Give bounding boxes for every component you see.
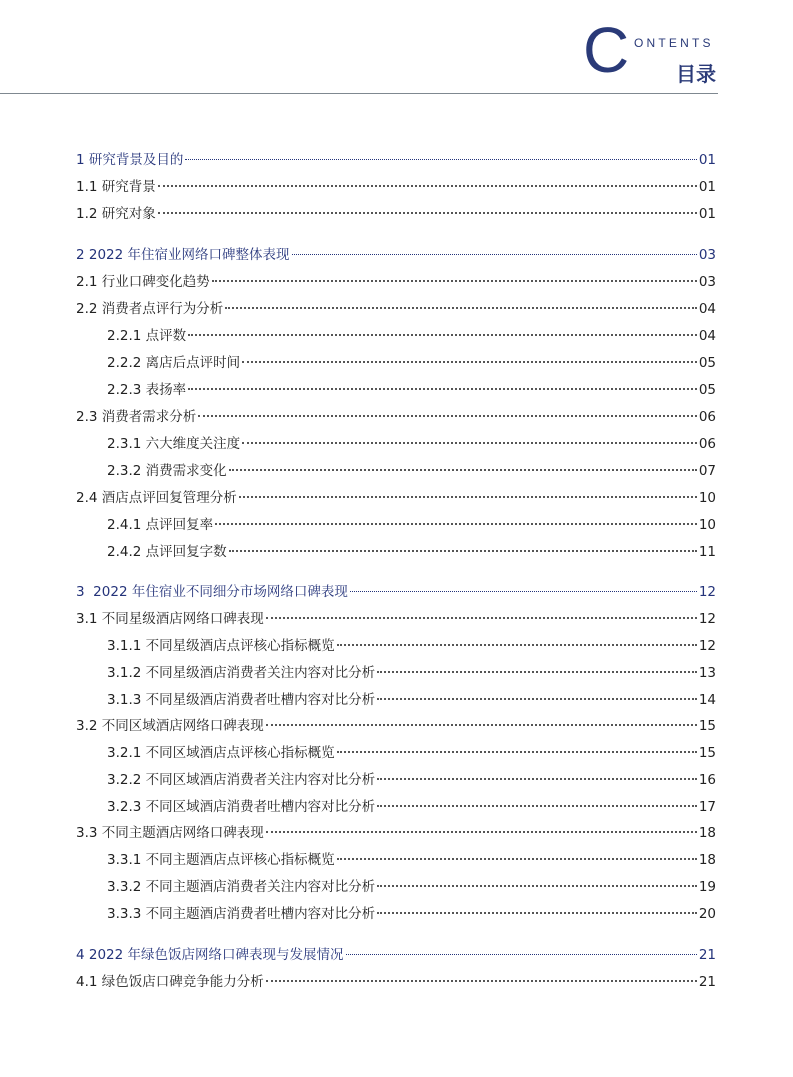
toc-entry-page-number: 03 <box>698 247 716 263</box>
toc-entry[interactable] <box>76 272 716 292</box>
toc-entry[interactable] <box>76 245 716 265</box>
toc-dot-leader <box>377 805 697 807</box>
toc-entry[interactable] <box>76 488 716 508</box>
contents-label: ONTENTS <box>634 36 714 50</box>
toc-entry-title: 2.3 消费者需求分析 <box>76 409 197 425</box>
toc-dot-leader <box>239 496 697 498</box>
toc-entry-page-number: 01 <box>698 152 716 168</box>
toc-entry[interactable] <box>107 690 716 710</box>
toc-entry[interactable] <box>76 204 716 224</box>
toc-entry-title: 1.2 研究对象 <box>76 206 156 222</box>
toc-entry[interactable] <box>76 609 716 629</box>
toc-dot-leader <box>346 954 697 955</box>
toc-entry[interactable] <box>76 177 716 197</box>
toc-dot-leader <box>158 185 697 187</box>
toc-dot-leader <box>188 334 697 336</box>
toc-entry-page-number: 10 <box>698 517 716 533</box>
toc-dot-leader <box>377 778 697 780</box>
toc-entry-title: 3.3 不同主题酒店网络口碑表现 <box>76 825 264 841</box>
toc-entry-title: 3.3.3 不同主题酒店消费者吐槽内容对比分析 <box>107 906 376 922</box>
toc-entry-page-number: 21 <box>698 974 716 990</box>
toc-entry-page-number: 06 <box>698 409 716 425</box>
toc-dot-leader <box>377 671 697 673</box>
toc-entry-page-number: 14 <box>698 692 716 708</box>
toc-entry-page-number: 06 <box>698 436 716 452</box>
toc-entry-page-number: 18 <box>698 825 716 841</box>
toc-dot-leader <box>350 591 697 592</box>
toc-entry-title: 2.2 消费者点评行为分析 <box>76 301 224 317</box>
toc-entry-title: 3.1.2 不同星级酒店消费者关注内容对比分析 <box>107 665 376 681</box>
toc-dot-leader <box>266 617 697 619</box>
toc-entry[interactable] <box>107 353 716 373</box>
toc-dot-leader <box>377 885 697 887</box>
toc-entry-title: 3.2.2 不同区域酒店消费者关注内容对比分析 <box>107 772 376 788</box>
toc-entry-title: 3.2 不同区域酒店网络口碑表现 <box>76 718 264 734</box>
toc-entry[interactable] <box>107 797 716 817</box>
toc-entry-page-number: 05 <box>698 355 716 371</box>
toc-entry[interactable] <box>76 716 716 736</box>
toc-entry[interactable] <box>107 636 716 656</box>
toc-dot-leader <box>337 858 697 860</box>
toc-dot-leader <box>377 912 697 914</box>
toc-entry[interactable] <box>76 407 716 427</box>
toc-entry-title: 2.4.1 点评回复率 <box>107 517 214 533</box>
toc-dot-leader <box>158 212 697 214</box>
toc-entry-title: 2.2.2 离店后点评时间 <box>107 355 241 371</box>
toc-dot-leader <box>292 254 697 255</box>
toc-entry[interactable] <box>76 150 716 170</box>
toc-dot-leader <box>225 307 697 309</box>
toc-entry-title: 4.1 绿色饭店口碑竞争能力分析 <box>76 974 264 990</box>
toc-entry-page-number: 18 <box>698 852 716 868</box>
toc-entry[interactable] <box>76 972 716 992</box>
toc-dot-leader <box>266 980 697 982</box>
toc-dot-leader <box>185 159 696 160</box>
toc-dot-leader <box>212 280 697 282</box>
toc-dot-leader <box>198 415 697 417</box>
toc-entry-title: 3.3.2 不同主题酒店消费者关注内容对比分析 <box>107 879 376 895</box>
toc-entry-page-number: 12 <box>698 638 716 654</box>
toc-entry-page-number: 12 <box>698 611 716 627</box>
toc-entry-page-number: 21 <box>698 947 716 963</box>
toc-dot-leader <box>229 469 697 471</box>
toc-entry-title: 3 2022 年住宿业不同细分市场网络口碑表现 <box>76 584 348 600</box>
toc-entry[interactable] <box>107 380 716 400</box>
toc-entry-title: 2 2022 年住宿业网络口碑整体表现 <box>76 247 290 263</box>
toc-entry-page-number: 15 <box>698 745 716 761</box>
toc-entry-page-number: 04 <box>698 328 716 344</box>
toc-entry[interactable] <box>76 299 716 319</box>
toc-dot-leader <box>242 361 697 363</box>
toc-dot-leader <box>215 523 697 525</box>
toc-entry[interactable] <box>107 904 716 924</box>
toc-entry-title: 3.2.3 不同区域酒店消费者吐槽内容对比分析 <box>107 799 376 815</box>
toc-dot-leader <box>242 442 697 444</box>
toc-entry-title: 2.2.3 表扬率 <box>107 382 187 398</box>
toc-entry-page-number: 04 <box>698 301 716 317</box>
toc-dot-leader <box>377 698 697 700</box>
toc-dot-leader <box>266 724 697 726</box>
toc-entry-page-number: 01 <box>698 206 716 222</box>
toc-entry[interactable] <box>107 850 716 870</box>
toc-entry[interactable] <box>107 770 716 790</box>
toc-dot-leader <box>337 644 697 646</box>
toc-entry[interactable] <box>107 542 716 562</box>
toc-entry-title: 4 2022 年绿色饭店网络口碑表现与发展情况 <box>76 947 344 963</box>
toc-entry-page-number: 17 <box>698 799 716 815</box>
toc-entry-title: 3.1 不同星级酒店网络口碑表现 <box>76 611 264 627</box>
toc-entry-title: 1.1 研究背景 <box>76 179 156 195</box>
toc-entry[interactable] <box>107 434 716 454</box>
toc-entry[interactable] <box>76 582 716 602</box>
toc-entry-page-number: 15 <box>698 718 716 734</box>
toc-entry-page-number: 19 <box>698 879 716 895</box>
toc-entry-title: 1 研究背景及目的 <box>76 152 184 168</box>
toc-entry-title: 2.2.1 点评数 <box>107 328 187 344</box>
toc-entry-page-number: 16 <box>698 772 716 788</box>
toc-dot-leader <box>337 751 697 753</box>
toc-dot-leader <box>188 388 697 390</box>
toc-entry[interactable] <box>107 743 716 763</box>
toc-entry-page-number: 20 <box>698 906 716 922</box>
toc-entry-page-number: 11 <box>698 544 716 560</box>
toc-entry[interactable] <box>76 945 716 965</box>
toc-entry-page-number: 03 <box>698 274 716 290</box>
toc-entry-title: 3.2.1 不同区域酒店点评核心指标概览 <box>107 745 335 761</box>
toc-entry-title: 3.3.1 不同主题酒店点评核心指标概览 <box>107 852 335 868</box>
toc-entry[interactable] <box>76 823 716 843</box>
toc-entry-page-number: 01 <box>698 179 716 195</box>
toc-entry-title: 3.1.3 不同星级酒店消费者吐槽内容对比分析 <box>107 692 376 708</box>
toc-dot-leader <box>266 831 697 833</box>
header-divider <box>0 93 718 94</box>
toc-entry-title: 2.4.2 点评回复字数 <box>107 544 227 560</box>
toc-entry-title: 2.3.2 消费需求变化 <box>107 463 227 479</box>
toc-entry[interactable] <box>107 326 716 346</box>
toc-entry-title: 3.1.1 不同星级酒店点评核心指标概览 <box>107 638 335 654</box>
toc-entry-title: 2.4 酒店点评回复管理分析 <box>76 490 237 506</box>
toc-entry-page-number: 05 <box>698 382 716 398</box>
toc-entry[interactable] <box>107 515 716 535</box>
toc-entry-page-number: 12 <box>698 584 716 600</box>
page-title: 目录 <box>676 62 716 86</box>
toc-entry-title: 2.1 行业口碑变化趋势 <box>76 274 210 290</box>
toc-entry[interactable] <box>107 461 716 481</box>
toc-entry-page-number: 13 <box>698 665 716 681</box>
toc-entry[interactable] <box>107 663 716 683</box>
toc-entry-page-number: 07 <box>698 463 716 479</box>
toc-entry-title: 2.3.1 六大维度关注度 <box>107 436 241 452</box>
toc-dot-leader <box>229 550 697 552</box>
contents-initial-letter: C <box>583 14 630 86</box>
toc-entry[interactable] <box>107 877 716 897</box>
toc-entry-page-number: 10 <box>698 490 716 506</box>
